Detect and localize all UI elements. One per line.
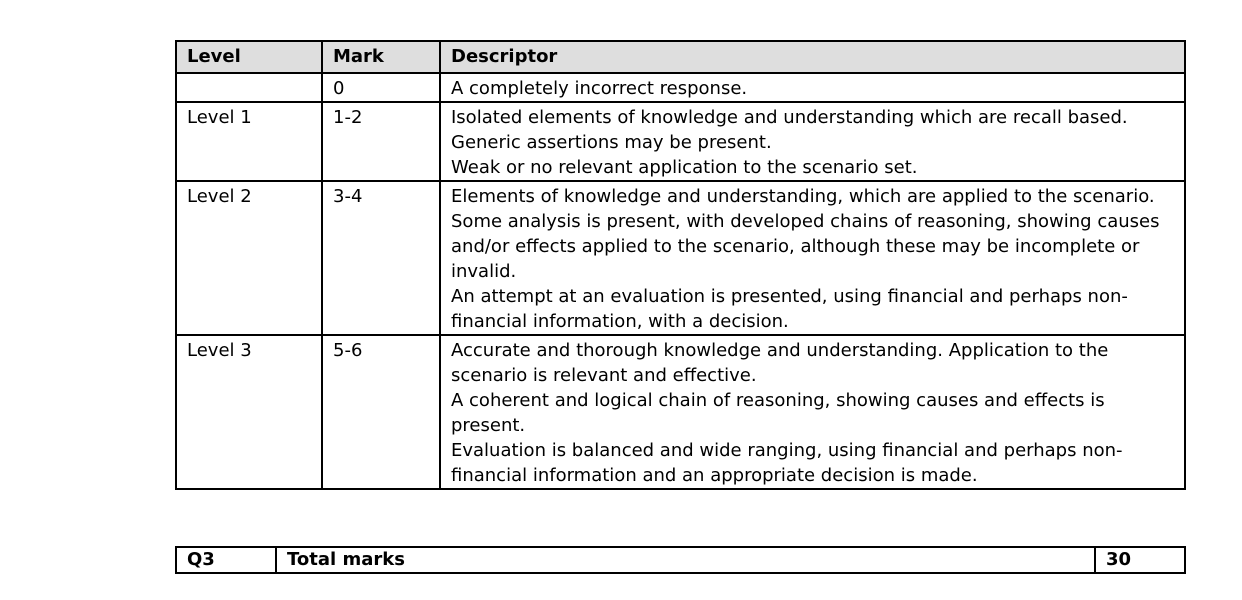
mark-cell: 3-4 [322, 181, 440, 335]
descriptor-line: Some analysis is present, with developed chains of reasoning, showing causes and/or effects applied to the scenario, although these may be incomplete or invalid. [451, 211, 1160, 282]
mark-scheme-table [175, 40, 1186, 490]
header-row [176, 41, 1185, 73]
question-number: Q3 [176, 547, 276, 573]
mark-cell: 0 [322, 73, 440, 102]
header-descriptor: Descriptor [440, 41, 1185, 73]
total-marks-label: Total marks [276, 547, 1095, 573]
descriptor-line: Evaluation is balanced and wide ranging, using financial and perhaps non-financial information and an appropriate decision is made. [451, 440, 1123, 486]
descriptor-line: Accurate and thorough knowledge and understanding. Application to the scenario is relevant and effective. [451, 340, 1109, 386]
total-marks-row [176, 547, 1185, 573]
descriptor-line: A coherent and logical chain of reasoning, showing causes and effects is present. [451, 390, 1105, 436]
descriptor-line: Generic assertions may be present. [451, 132, 772, 153]
table-row [176, 73, 1185, 102]
descriptor-cell [440, 102, 1185, 181]
descriptor-line: Weak or no relevant application to the scenario set. [451, 157, 918, 178]
total-marks-table [175, 546, 1186, 574]
table-row [176, 102, 1185, 181]
descriptor-cell [440, 73, 1185, 102]
table-row [176, 335, 1185, 489]
level-cell [176, 73, 322, 102]
level-cell: Level 2 [176, 181, 322, 335]
descriptor-line: A completely incorrect response. [451, 78, 748, 99]
mark-cell: 5-6 [322, 335, 440, 489]
header-level: Level [176, 41, 322, 73]
descriptor-line: Isolated elements of knowledge and understanding which are recall based. [451, 107, 1128, 128]
descriptor-cell [440, 181, 1185, 335]
descriptor-line: Elements of knowledge and understanding, which are applied to the scenario. [451, 186, 1155, 207]
header-mark: Mark [322, 41, 440, 73]
level-cell: Level 1 [176, 102, 322, 181]
descriptor-cell [440, 335, 1185, 489]
level-cell: Level 3 [176, 335, 322, 489]
total-marks-value: 30 [1095, 547, 1185, 573]
table-row [176, 181, 1185, 335]
descriptor-line: An attempt at an evaluation is presented, using financial and perhaps non-financial information, with a decision. [451, 286, 1128, 332]
mark-cell: 1-2 [322, 102, 440, 181]
